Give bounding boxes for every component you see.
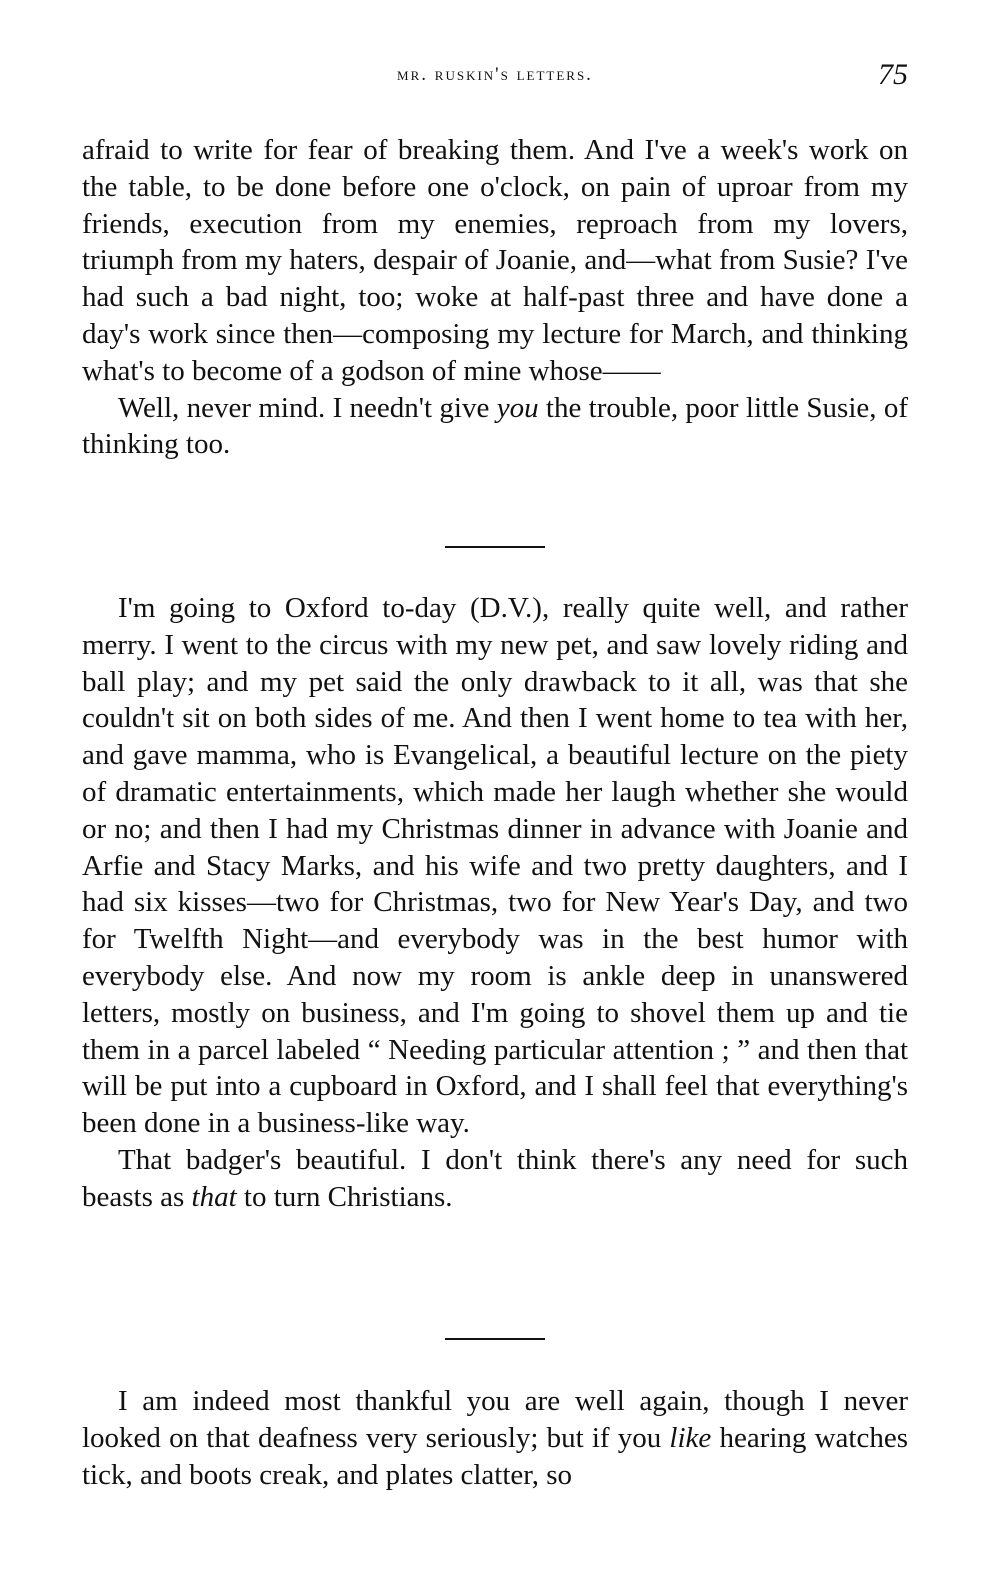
running-head: [82, 58, 908, 94]
paragraph: [82, 1142, 908, 1216]
text-run: I'm going to Oxford to-day (D.V.), really quite well, and rather merry. I went to the circus with my new pet, and saw lovely riding and ball play; and my pet said the only drawback to it all, was that she couldn't sit on both sides of me. And then I went home to tea with her, and gave mamma, who is Evangelical, a beautiful lecture on the piety of dramatic entertainments, which made her laugh whether she would or no; and then I had my Christmas dinner in advance with Joanie and Arfie and Stacy Marks, and his wife and two pretty daughters, and I had six kisses—two for Christmas, two for New Year's Day, and two for Twelfth Night—and everybody was in the best humor with everybody else. And now my room is ankle deep in unanswered letters, mostly on business, and I'm going to shovel them up and tie them in a parcel labeled “ Needing particular attention ; ” and then that will be put into a cupboard in Oxford, and I shall feel that everything's been done in a business-like way.: [82, 592, 908, 1140]
section-divider: [445, 546, 545, 548]
text-run: afraid to write for fear of breaking them. And I've a week's work on the table, to be done before one o'clock, on pain of uproar from my friends, execution from my enemies, reproach from my lovers, triumph from my haters, despair of Joanie, and—what from Susie? I've had such a bad night, too; woke at half-past three and have done a day's work since then—composing my lecture for March, and thinking what's to become of a godson of mine whose——: [82, 134, 908, 387]
text-run: to turn Christians.: [236, 1180, 453, 1213]
text-run: the trouble, poor little Susie, of thinking too.: [82, 391, 908, 461]
letter-block: [82, 590, 908, 1216]
letter-block: [82, 132, 908, 463]
text-run: That badger's beautiful. I don't think there's any need for such beasts as: [82, 1143, 908, 1213]
italic-text: like: [669, 1421, 712, 1454]
page-number: 75: [878, 58, 908, 91]
text-run: Well, never mind. I needn't give: [118, 391, 497, 424]
paragraph: [82, 390, 908, 464]
paragraph: [82, 1383, 908, 1493]
text-run: I am indeed most thankful you are well again, though I never looked on that deafness very seriously; but if you: [82, 1385, 908, 1454]
section-divider: [445, 1338, 545, 1340]
italic-text: that: [191, 1180, 237, 1213]
letter-block: [82, 1383, 908, 1493]
running-title: mr. ruskin's letters.: [397, 64, 593, 85]
paragraph: [82, 590, 908, 1142]
italic-text: you: [496, 391, 539, 424]
paragraph: [82, 132, 908, 390]
text-run: hearing watches tick, and boots creak, and plates clatter, so: [82, 1421, 908, 1491]
